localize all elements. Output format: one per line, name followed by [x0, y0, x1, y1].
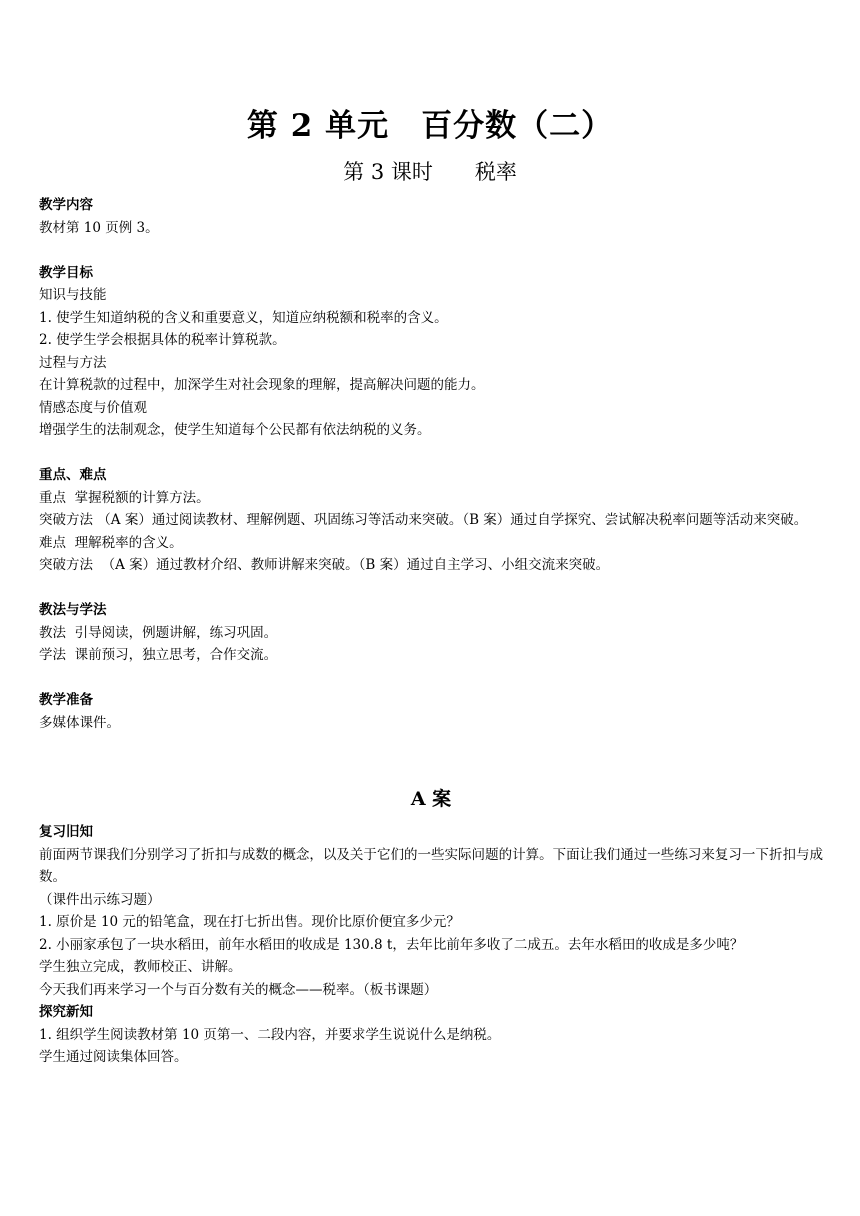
transition-text: 今天我们再来学习一个与百分数有关的概念——税率。（板书课题）: [39, 981, 438, 998]
preparation-text: 多媒体课件。: [39, 714, 120, 731]
lesson-subtitle: 第 3 课时 税率: [343, 160, 517, 184]
knowledge-label: 知识与技能: [39, 287, 107, 303]
section-heading-review: 复习旧知: [39, 824, 93, 840]
key-point: 重点 掌握税额的计算方法。: [39, 489, 210, 506]
section-heading-explore: 探究新知: [39, 1004, 93, 1020]
emotion-label: 情感态度与价值观: [39, 399, 147, 416]
exercise-2: 2. 小丽家承包了一块水稻田，前年水稻田的收成是 130.8 t，去年比前年多收了二成五。去年水稻田的收成是多少吨？: [39, 936, 744, 953]
key-point-method: 突破方法 （A 案）通过阅读教材、理解例题、巩固练习等活动来突破。（B 案）通过自学探究、尝试解决税率问题等活动来突破。: [39, 512, 808, 528]
process-label: 过程与方法: [39, 354, 107, 371]
difficulty-point: 难点 理解税率的含义。: [39, 534, 183, 551]
section-heading-content: 教学内容: [39, 197, 93, 213]
section-heading-key-points: 重点、难点: [39, 467, 107, 483]
document-body: [39, 194, 823, 1069]
learning-method: 学法 课前预习，独立思考，合作交流。: [39, 647, 278, 663]
process-text: 在计算税款的过程中，加深学生对社会现象的理解，提高解决问题的能力。: [39, 377, 485, 393]
difficulty-method: 突破方法 （A 案）通过教材介绍、教师讲解来突破。（B 案）通过自主学习、小组交流来突破。: [39, 557, 610, 573]
knowledge-item-1: 1. 使学生知道纳税的含义和重要意义，知道应纳税额和税率的含义。: [39, 309, 448, 326]
unit-title: 第 2 单元 百分数（二）: [246, 108, 614, 144]
section-heading-methods: 教法与学法: [39, 602, 107, 618]
emotion-text: 增强学生的法制观念，使学生知道每个公民都有依法纳税的义务。: [39, 422, 431, 438]
content-text: 教材第 10 页例 3。: [39, 219, 159, 236]
exercise-1: 1. 原价是 10 元的铅笔盒，现在打七折出售。现价比原价便宜多少元？: [39, 914, 460, 930]
knowledge-item-2: 2. 使学生学会根据具体的税率计算税款。: [39, 332, 286, 348]
teaching-method: 教法 引导阅读，例题讲解，练习巩固。: [39, 624, 278, 641]
case-a-title: A 案: [410, 788, 452, 810]
review-intro: 前面两节课我们分别学习了折扣与成数的概念，以及关于它们的一些实际问题的计算。下面让我们通过一些练习来复习一下折扣与成数。: [39, 846, 823, 885]
explore-item-1: 1. 组织学生阅读教材第 10 页第一、二段内容，并要求学生说说什么是纳税。: [39, 1026, 501, 1043]
section-heading-preparation: 教学准备: [39, 692, 93, 708]
section-heading-objectives: 教学目标: [39, 264, 93, 281]
exercise-note: 学生独立完成，教师校正、讲解。: [39, 959, 242, 975]
review-note: （课件出示练习题）: [39, 891, 161, 908]
explore-item-1-answer: 学生通过阅读集体回答。: [39, 1049, 188, 1065]
